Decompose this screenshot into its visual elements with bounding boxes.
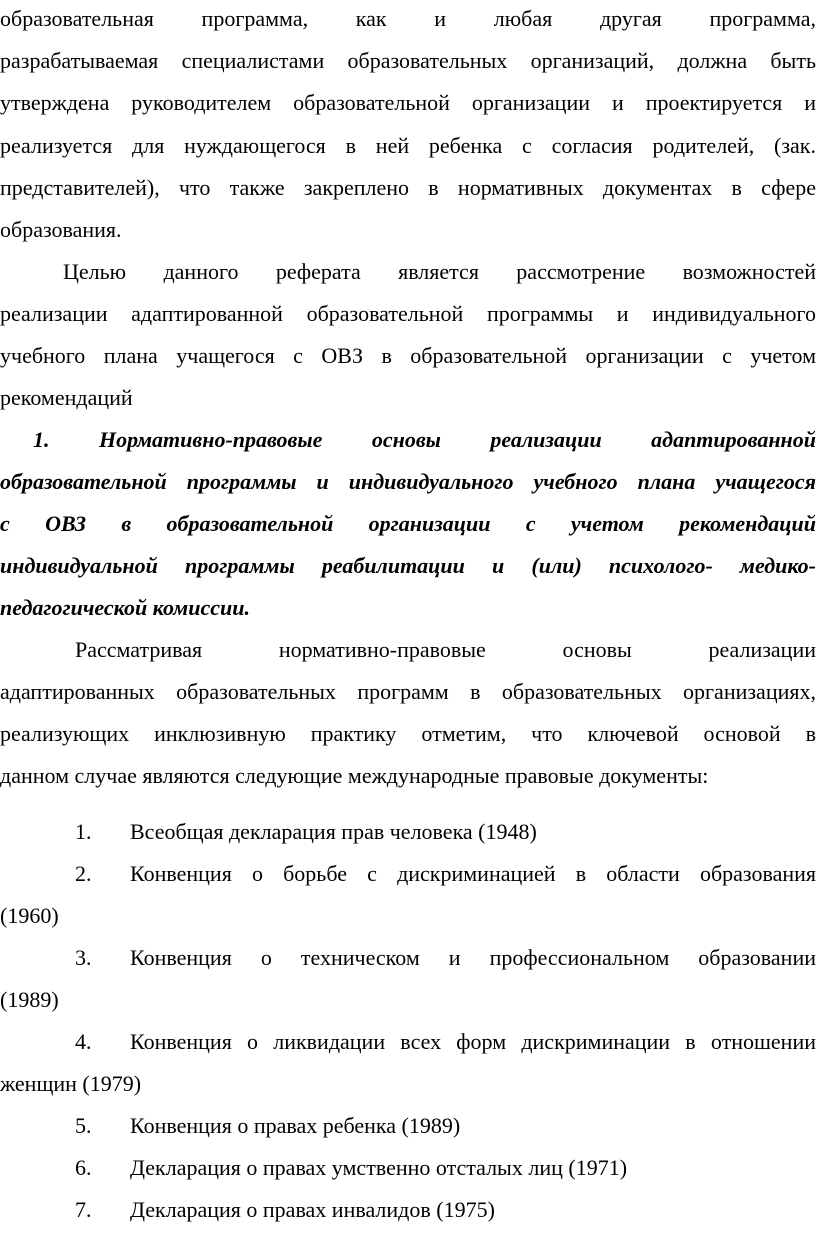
paragraph-3-line: реализующих инклюзивную практику отметим, что ключевой основой в xyxy=(0,721,816,746)
list-item-number: 7. xyxy=(75,1197,92,1222)
list-item-number: 1. xyxy=(75,819,92,844)
list-item-continuation: женщин (1979) xyxy=(0,1071,142,1096)
list-item-number: 6. xyxy=(75,1155,92,1180)
list-item-text: Декларация о правах инвалидов (1975) xyxy=(130,1197,495,1222)
paragraph-3-line: данном случае являются следующие международные правовые документы: xyxy=(0,763,709,788)
section-heading-line: педагогической комиссии. xyxy=(0,595,250,620)
paragraph-3-line: адаптированных образовательных программ в образовательных организациях, xyxy=(0,679,816,704)
list-item-text: Конвенция о правах ребенка (1989) xyxy=(130,1113,461,1138)
paragraph-2-line: учебного плана учащегося с ОВЗ в образовательной организации с учетом xyxy=(0,343,816,368)
paragraph-1-line: представителей), что также закреплено в нормативных документах в сфере xyxy=(0,175,816,200)
paragraph-2-line: Целью данного реферата является рассмотрение возможностей xyxy=(63,259,816,284)
section-heading-line: с ОВЗ в образовательной организации с учетом рекомендаций xyxy=(0,511,816,536)
list-item-text: Конвенция о борьбе с дискриминацией в области образования xyxy=(130,861,816,886)
list-item-number: 4. xyxy=(75,1029,92,1054)
section-heading-line: индивидуальной программы реабилитации и (или) психолого- медико- xyxy=(0,553,816,578)
paragraph-1-line: разрабатываемая специалистами образовательных организаций, должна быть xyxy=(0,48,816,73)
list-item-text: Конвенция о ликвидации всех форм дискриминации в отношении xyxy=(130,1029,816,1054)
paragraph-3-line: Рассматривая нормативно-правовые основы реализации xyxy=(75,637,816,662)
list-item-text: Всеобщая декларация прав человека (1948) xyxy=(130,819,537,844)
list-item-continuation: (1989) xyxy=(0,987,59,1012)
section-heading-line: образовательной программы и индивидуального учебного плана учащегося xyxy=(0,469,816,494)
section-heading-line: 1. Нормативно-правовые основы реализации адаптированной xyxy=(33,427,816,452)
list-item-number: 5. xyxy=(75,1113,92,1138)
paragraph-2-line: рекомендаций xyxy=(0,385,133,410)
paragraph-1-line: утверждена руководителем образовательной организации и проектируется и xyxy=(0,90,816,115)
list-item-number: 3. xyxy=(75,945,92,970)
list-item xyxy=(0,1195,816,1225)
paragraph-2-line: реализации адаптированной образовательной программы и индивидуального xyxy=(0,301,816,326)
paragraph-1-line: реализуется для нуждающегося в ней ребенка с согласия родителей, (зак. xyxy=(0,133,816,158)
list-item-number: 2. xyxy=(75,861,92,886)
paragraph-1-line: образования. xyxy=(0,217,122,242)
list-item xyxy=(0,817,816,847)
list-item xyxy=(0,1153,816,1183)
paragraph-1-line: образовательная программа, как и любая другая программа, xyxy=(0,6,816,31)
list-item xyxy=(0,1027,816,1057)
list-item-continuation: (1960) xyxy=(0,903,59,928)
list-item xyxy=(0,1111,816,1141)
list-item-text: Конвенция о техническом и профессиональном образовании xyxy=(130,945,816,970)
list-item xyxy=(0,943,816,973)
list-item-text: Декларация о правах умственно отсталых лиц (1971) xyxy=(130,1155,628,1180)
list-item xyxy=(0,859,816,889)
